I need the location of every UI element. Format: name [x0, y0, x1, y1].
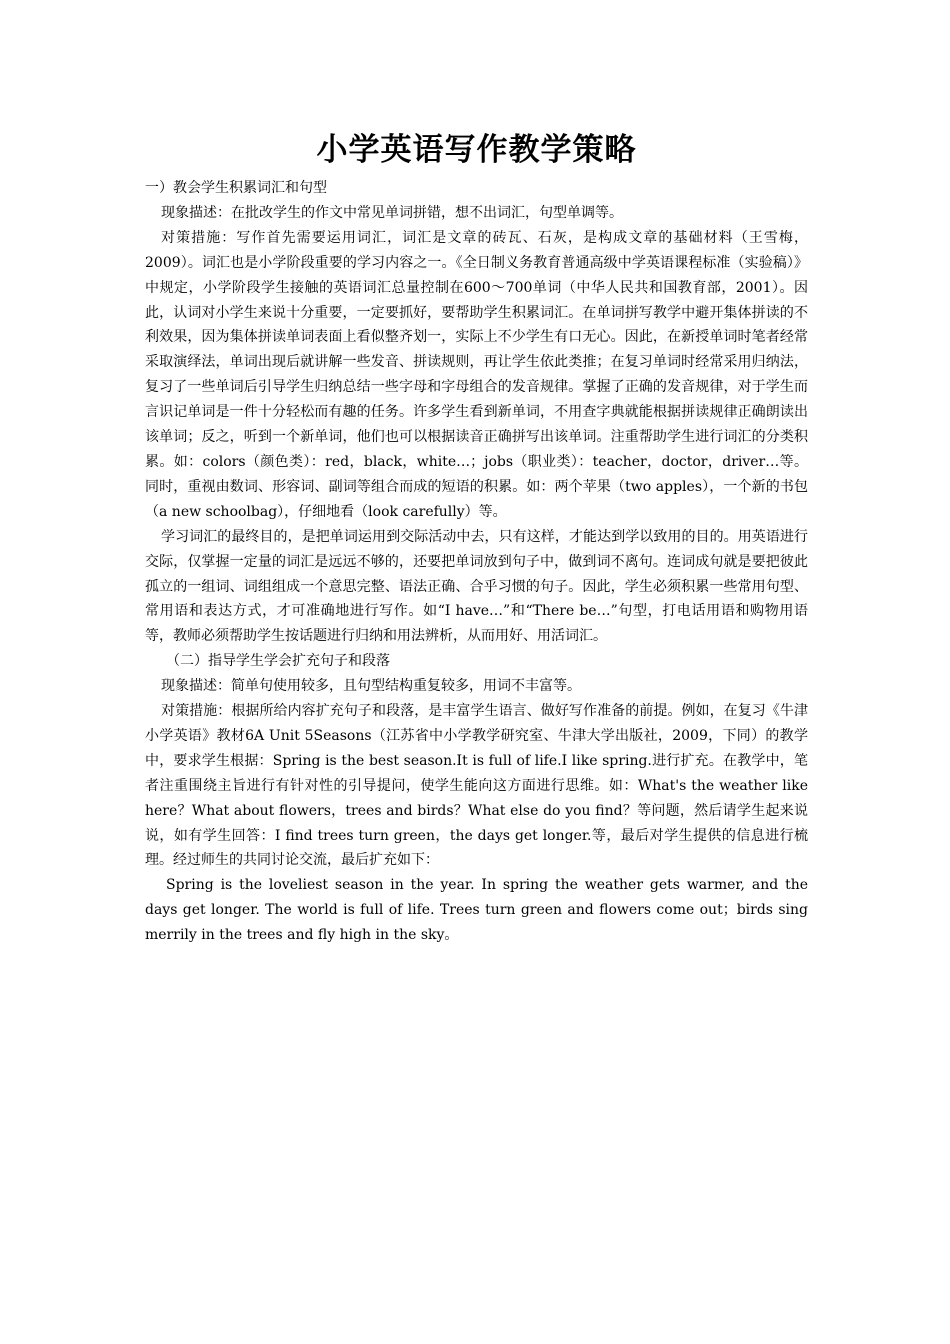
example-paragraph: Spring is the loveliest season in the year. In spring the weather gets warmer, and the days get longer. The world is full of life. Trees turn green and flowers come out；birds sing merrily in the trees and fly high in the sky。 — [145, 877, 808, 944]
paragraph: 现象描述：在批改学生的作文中常见单词拼错，想不出词汇，句型单调等。 — [161, 204, 623, 221]
section-heading-1: 一）教会学生积累词汇和句型 — [145, 180, 327, 196]
section-heading-2: （二）指导学生学会扩充句子和段落 — [166, 653, 390, 670]
paragraph: 对策措施：写作首先需要运用词汇，词汇是文章的砖瓦、石灰，是构成文章的基础材料（王雪梅，2009）。词汇也是小学阶段重要的学习内容之一。《全日制义务教育普通高级中学英语课程标准（实验稿）》中规定，小学阶段学生接触的英语词汇总量控制在600～700单词（中华人民共和国教育部，2001）。因此，认词对小学生来说十分重要，一定要抓好，要帮助学生积累词汇。在单词拼写教学中避开集体拼读的不利效果，因为集体拼读单词表面上看似整齐划一，实际上不少学生有口无心。因此，在新授单词时笔者经常采取演绎法，单词出现后就讲解一些发音、拼读规则，再让学生依此类推；在复习单词时经常采用归纳法，复习了一些单词后引导学生归纳总结一些字母和字母组合的发音规律。掌握了正确的发音规律，对于学生而言识记单词是一件十分轻松而有趣的任务。许多学生看到新单词，不用查字典就能根据拼读规律正确朗读出该单词；反之，听到一个新单词，他们也可以根据读音正确拼写出该单词。注重帮助学生进行词汇的分类积累。如：colors（颜色类）：red，black，white…；jobs（职业类）：teacher，doctor，driver…等。同时，重视由数词、形容词、副词等组合而成的短语的积累。如：两个苹果（two apples），一个新的书包（a new schoolbag），仔细地看（look carefully）等。 — [145, 229, 808, 520]
paragraph: 学习词汇的最终目的，是把单词运用到交际活动中去，只有这样，才能达到学以致用的目的。用英语进行交际，仅掌握一定量的词汇是远远不够的，还要把单词放到句子中，做到词不离句。连词成句就是要把彼此孤立的一组词、词组组成一个意思完整、语法正确、合乎习惯的句子。因此，学生必须积累一些常用句型、常用语和表达方式，才可准确地进行写作。如“I have…”和“There be…”句型，打电话用语和购物用语等，教师必须帮助学生按话题进行归纳和用法辨析，从而用好、用活词汇。 — [145, 528, 808, 645]
paragraph: 对策措施：根据所给内容扩充句子和段落，是丰富学生语言、做好写作准备的前提。例如，在复习《牛津小学英语》教材6A Unit 5Seasons（江苏省中小学教学研究室、牛津大学出版社，2009，下同）的教学中，要求学生根据：Spring is the best season.It is full of life.I like spring.进行扩充。在教学中，笔者注重围绕主旨进行有针对性的引导提问，使学生能向这方面进行思维。如：What's the weather like here？What about flowers，trees and birds？What else do you find？等问题，然后请学生起来说说，如有学生回答：I find trees turn green，the days get longer.等，最后对学生提供的信息进行梳理。经过师生的共同讨论交流，最后扩充如下： — [145, 703, 808, 869]
document-title: 小学英语写作教学策略 — [316, 132, 637, 168]
document-page — [145, 128, 808, 948]
paragraph: 现象描述：简单句使用较多，且句型结构重复较多，用词不丰富等。 — [161, 678, 581, 695]
